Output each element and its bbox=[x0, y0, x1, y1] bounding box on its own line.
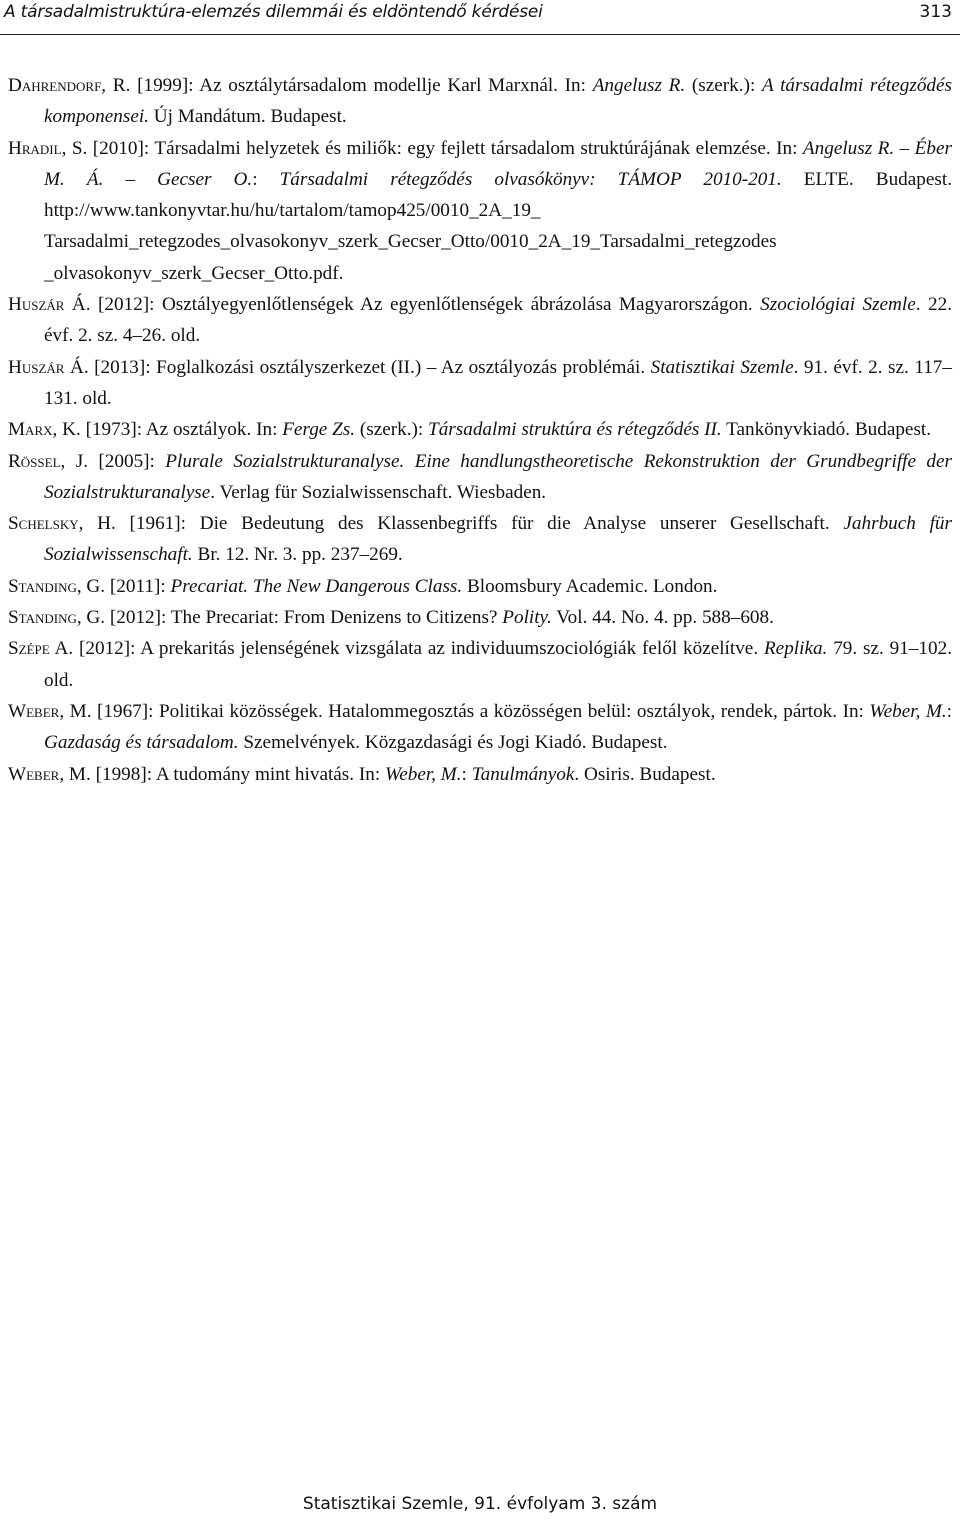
reference-text: [2013]: Foglalkozási osztályszerkezet (II.) – Az osztályozás problémái. bbox=[88, 356, 651, 378]
reference-text: : bbox=[252, 168, 280, 190]
page-header bbox=[0, 0, 960, 35]
reference-italic-text: Statisztikai Szemle bbox=[650, 356, 794, 378]
reference-text: (szerk.): bbox=[685, 75, 762, 96]
reference-text: [2010]: Társadalmi helyzetek és miliők: egy fejlett társadalom struktúrájának elemzése. In: bbox=[87, 137, 803, 159]
reference-entry bbox=[8, 696, 952, 759]
reference-text: [2012]: A prekaritás jelenségének vizsgálata az individuumszociológiák felől közelítve. bbox=[73, 638, 764, 660]
reference-entry bbox=[8, 759, 952, 790]
reference-author: Dahrendorf, R. bbox=[8, 75, 131, 96]
reference-author: Szépe A. bbox=[8, 638, 74, 660]
reference-text: Tankönyvkiadó. Budapest. bbox=[721, 419, 932, 441]
reference-entry bbox=[8, 414, 952, 445]
reference-italic-text: A társadalmi rétegződés komponensei. bbox=[44, 75, 952, 128]
reference-text: [1999]: Az osztálytársadalom modellje Karl Marxnál. In: bbox=[130, 75, 593, 96]
reference-italic-text: Társadalmi struktúra és rétegződés II. bbox=[428, 419, 722, 441]
reference-italic-text: Polity. bbox=[502, 607, 552, 629]
reference-entry bbox=[8, 602, 952, 633]
reference-author: Weber, M. bbox=[8, 700, 92, 722]
reference-italic-text: Szociológiai Szemle bbox=[760, 294, 916, 316]
reference-entry bbox=[8, 571, 952, 602]
reference-text: Br. 12. Nr. 3. pp. 237–269. bbox=[192, 544, 403, 566]
reference-italic-text: Gazdaság és társadalom. bbox=[44, 732, 239, 754]
reference-text: [2012]: The Precariat: From Denizens to Citizens? bbox=[105, 607, 503, 629]
reference-italic-text: Plurale Sozialstrukturanalyse. Eine handlungstheoretische Rekonstruktion der Grundbegriffe der Sozialstrukturanalyse bbox=[44, 450, 953, 503]
reference-italic-text: Ferge Zs. bbox=[282, 419, 356, 441]
reference-entry bbox=[8, 508, 952, 571]
reference-text: . Osiris. Budapest. bbox=[574, 763, 716, 785]
reference-text: [1998]: A tudomány mint hivatás. In: bbox=[90, 763, 385, 785]
reference-text: [2012]: Osztályegyenlőtlenségek Az egyenlőtlenségek ábrázolása Magyarországon. bbox=[90, 294, 761, 316]
reference-entry bbox=[8, 133, 952, 289]
reference-author: Huszár Á. bbox=[8, 356, 89, 378]
reference-text: [1973]: Az osztályok. In: bbox=[80, 419, 283, 441]
reference-italic-text: Társadalmi rétegződés olvasókönyv: TÁMOP 2010-201. bbox=[279, 168, 782, 190]
reference-italic-text: Tanulmányok bbox=[471, 763, 575, 785]
reference-text: Bloomsbury Academic. London. bbox=[462, 575, 718, 597]
reference-author: Standing, G. bbox=[8, 607, 106, 629]
reference-text: (szerk.): bbox=[355, 419, 429, 441]
reference-entry bbox=[8, 446, 952, 509]
reference-entry bbox=[8, 70, 952, 133]
reference-author: Hradil, S. bbox=[8, 137, 88, 159]
page-number: 313 bbox=[919, 2, 952, 22]
reference-list bbox=[8, 70, 952, 790]
reference-author: Schelsky, H. bbox=[8, 513, 116, 535]
reference-text: Új Mandátum. Budapest. bbox=[148, 106, 347, 128]
reference-author: Marx, K. bbox=[8, 419, 81, 441]
reference-text: [2005]: bbox=[88, 450, 166, 472]
reference-text: [2011]: bbox=[105, 575, 171, 597]
reference-author: Standing, G. bbox=[8, 575, 106, 597]
reference-italic-text: Angelusz R. – Éber M. Á. – Gecser O. bbox=[44, 137, 952, 190]
reference-author: Weber, M. bbox=[8, 763, 91, 785]
reference-entry bbox=[8, 352, 952, 415]
reference-italic-text: Weber, M. bbox=[869, 700, 947, 722]
reference-text: [1961]: Die Bedeutung des Klassenbegriffs für die Analyse unserer Gesellschaft. bbox=[115, 513, 844, 535]
reference-italic-text: Jahrbuch für Sozialwissenschaft. bbox=[44, 513, 952, 566]
reference-text: Szemelvények. Közgazdasági és Jogi Kiadó. Budapest. bbox=[238, 732, 668, 754]
reference-text: [1967]: Politikai közösségek. Hatalommegosztás a közösségen belül: osztályok, rendek, pártok. In: bbox=[91, 700, 870, 722]
reference-text: . 91. évf. 2. sz. 117–131. old. bbox=[44, 356, 952, 409]
reference-italic-text: Angelusz R. bbox=[592, 75, 686, 96]
reference-italic-text: Replika. bbox=[763, 638, 828, 660]
reference-text: 79. sz. 91–102. old. bbox=[44, 638, 952, 691]
reference-author: Rössel, J. bbox=[8, 450, 88, 472]
reference-italic-text: Weber, M. bbox=[384, 763, 462, 785]
reference-text: Vol. 44. No. 4. pp. 588–608. bbox=[551, 607, 774, 629]
reference-italic-text: Precariat. The New Dangerous Class. bbox=[170, 575, 463, 597]
reference-text: . Verlag für Sozialwissenschaft. Wiesbaden. bbox=[210, 481, 547, 503]
running-title: A társadalmistruktúra-elemzés dilemmái és eldöntendő kérdései bbox=[4, 2, 543, 22]
reference-entry bbox=[8, 289, 952, 352]
reference-text: : bbox=[461, 763, 472, 785]
page-footer: Statisztikai Szemle, 91. évfolyam 3. szám bbox=[302, 1494, 658, 1514]
reference-text: : bbox=[946, 700, 952, 722]
reference-author: Huszár Á. bbox=[8, 294, 91, 316]
reference-text: ELTE. Budapest. http://www.tankonyvtar.hu/hu/tartalom/tamop425/0010_2A_19_ Tarsadalmi_retegzodes_olvasokonyv_szerk_Gecser_Otto/0010_2A_19_Tarsadalmi_retegzodes _olvasokonyv_szerk_Gecser_Otto.pdf. bbox=[44, 168, 952, 284]
reference-entry bbox=[8, 633, 952, 696]
reference-text: . 22. évf. 2. sz. 4–26. old. bbox=[44, 294, 952, 347]
